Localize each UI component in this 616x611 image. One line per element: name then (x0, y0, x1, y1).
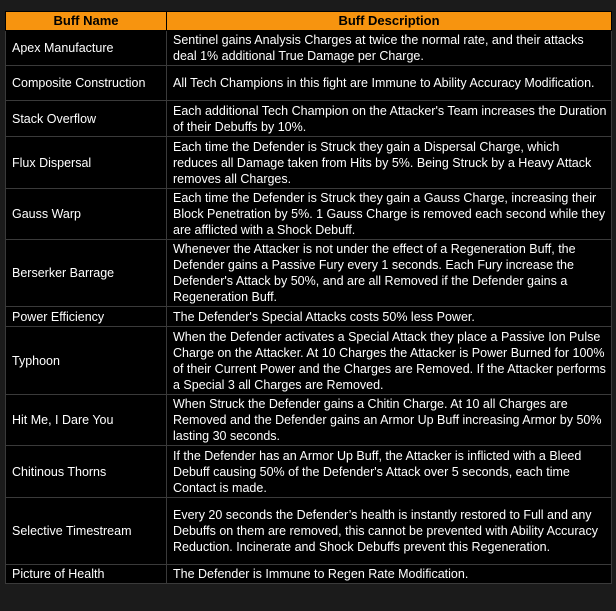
buff-description-cell: The Defender is Immune to Regen Rate Modification. (167, 565, 612, 584)
buff-name-cell: Stack Overflow (6, 101, 167, 137)
buff-name-cell: Hit Me, I Dare You (6, 395, 167, 446)
table-row (6, 565, 612, 584)
table-row (6, 446, 612, 498)
column-header-buff-name: Buff Name (6, 12, 167, 31)
buff-description-cell: Each time the Defender is Struck they gain a Dispersal Charge, which reduces all Damage taken from Hits by 5%. Being Struck by a Heavy Attack removes all Charges. (167, 137, 612, 189)
buff-name-cell: Composite Construction (6, 66, 167, 101)
buff-description-cell: Sentinel gains Analysis Charges at twice the normal rate, and their attacks deal 1% additional True Damage per Charge. (167, 31, 612, 66)
buff-description-cell: The Defender's Special Attacks costs 50% less Power. (167, 307, 612, 327)
table-row (6, 31, 612, 66)
buff-description-cell: Each additional Tech Champion on the Attacker's Team increases the Duration of their Debuffs by 10%. (167, 101, 612, 137)
table-row (6, 240, 612, 307)
buff-name-cell: Selective Timestream (6, 498, 167, 565)
buff-name-cell: Typhoon (6, 327, 167, 395)
table-row (6, 189, 612, 240)
table-row (6, 307, 612, 327)
table-row (6, 101, 612, 137)
table-row (6, 137, 612, 189)
buff-name-cell: Chitinous Thorns (6, 446, 167, 498)
table-row (6, 498, 612, 565)
table-header (6, 12, 612, 31)
buff-description-cell: When Struck the Defender gains a Chitin Charge. At 10 all Charges are Removed and the Defender gains an Armor Up Buff increasing Armor by 50% lasting 30 seconds. (167, 395, 612, 446)
buff-description-cell: If the Defender has an Armor Up Buff, the Attacker is inflicted with a Bleed Debuff causing 50% of the Defender's Attack over 5 seconds, each time Contact is made. (167, 446, 612, 498)
buff-description-cell: When the Defender activates a Special Attack they place a Passive Ion Pulse Charge on the Attacker. At 10 Charges the Attacker is Power Burned for 100% of their Current Power and the Charges are Removed. If the Attacker performs a Special 3 all Charges are Removed. (167, 327, 612, 395)
buff-name-cell: Power Efficiency (6, 307, 167, 327)
buff-description-cell: All Tech Champions in this fight are Immune to Ability Accuracy Modification. (167, 66, 612, 101)
table-body (6, 31, 612, 584)
header-row (6, 12, 612, 31)
table-row (6, 327, 612, 395)
table-row (6, 66, 612, 101)
column-header-buff-description: Buff Description (167, 12, 612, 31)
buff-name-cell: Flux Dispersal (6, 137, 167, 189)
buff-name-cell: Apex Manufacture (6, 31, 167, 66)
table-row (6, 395, 612, 446)
buff-description-cell: Whenever the Attacker is not under the effect of a Regeneration Buff, the Defender gains a Passive Fury every 1 seconds. Each Fury increase the Defender's Attack by 50%, and are all Removed if the Defender gains a Regeneration Buff. (167, 240, 612, 307)
buff-name-cell: Berserker Barrage (6, 240, 167, 307)
buff-description-cell: Each time the Defender is Struck they gain a Gauss Charge, increasing their Block Penetration by 5%. 1 Gauss Charge is removed each second while they are afflicted with a Shock Debuff. (167, 189, 612, 240)
buff-table (5, 11, 612, 584)
buff-name-cell: Gauss Warp (6, 189, 167, 240)
buff-name-cell: Picture of Health (6, 565, 167, 584)
buff-description-cell: Every 20 seconds the Defender’s health is instantly restored to Full and any Debuffs on them are removed, this cannot be prevented with Ability Accuracy Reduction. Incinerate and Shock Debuffs prevent this Regeneration. (167, 498, 612, 565)
